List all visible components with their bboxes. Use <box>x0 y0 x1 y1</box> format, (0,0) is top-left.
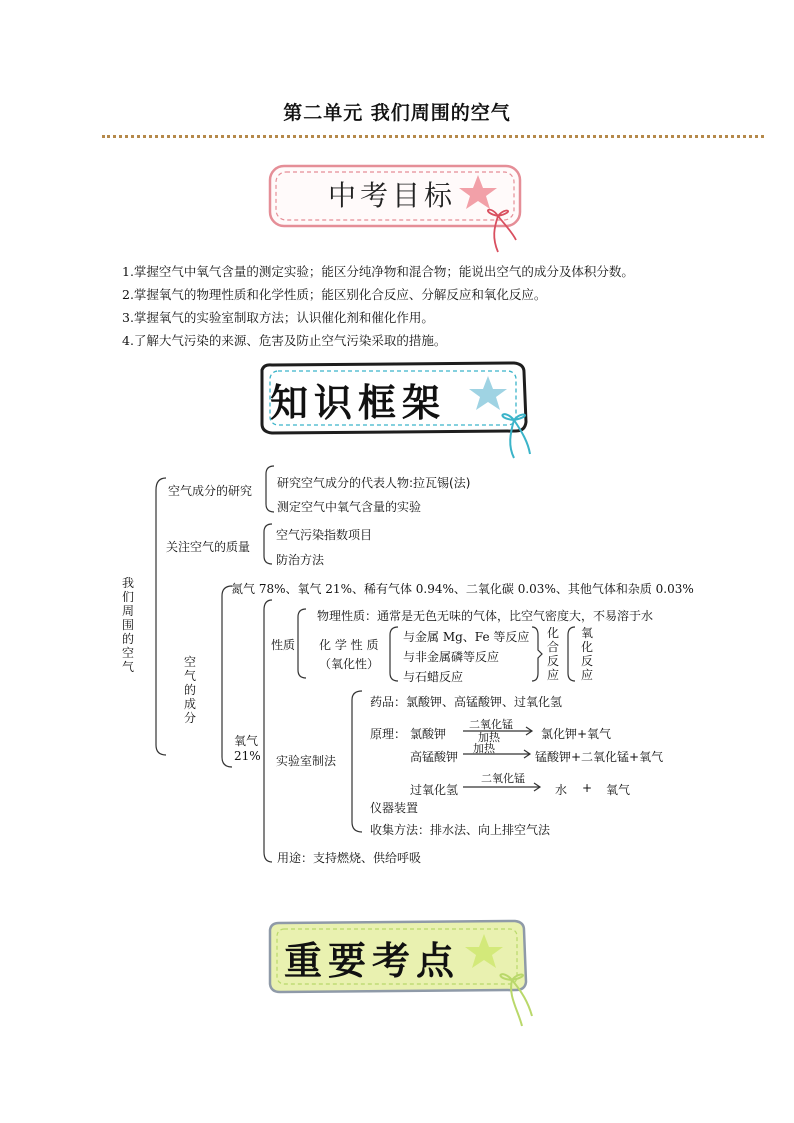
eq1-products: 氯化钾+氧气 <box>541 727 612 741</box>
objective-item: 1.掌握空气中氧气含量的测定实验；能区分纯净物和混合物；能说出空气的成分及体积分数。 <box>122 264 634 279</box>
quality-label: 关注空气的质量 <box>166 540 251 554</box>
objective-item: 2.掌握氧气的物理性质和化学性质；能区别化合反应、分解反应和氧化反应。 <box>122 287 547 302</box>
chemical-properties-sub: （氧化性） <box>319 657 380 671</box>
lab-apparatus: 仪器装置 <box>370 801 419 815</box>
composition-summary: 氮气 78%、氧气 21%、稀有气体 0.94%、二氧化碳 0.03%、其他气体和杂质 0.03% <box>231 582 694 596</box>
combination-reaction-label: 化合反应 <box>546 626 559 682</box>
eq2-products: 锰酸钾+二氧化锰+氧气 <box>535 750 664 764</box>
keypoints-banner-title: 重要考点 <box>284 939 461 983</box>
chemical-properties-label: 化 学 性 质 <box>319 638 379 652</box>
quality-item: 防治方法 <box>276 553 325 567</box>
eq3-catalyst: 二氧化锰 <box>481 772 525 785</box>
lab-principle-label: 原理： <box>370 727 407 741</box>
reaction-item: 与金属 Mg、Fe 等反应 <box>403 630 530 644</box>
properties-label: 性质 <box>271 638 296 652</box>
physical-properties: 物理性质：通常是无色无味的气体，比空气密度大，不易溶于水 <box>317 609 654 623</box>
reaction-item: 与非金属磷等反应 <box>403 650 500 664</box>
study-item: 研究空气成分的代表人物:拉瓦锡(法) <box>277 476 471 490</box>
study-label: 空气成分的研究 <box>168 484 253 498</box>
objectives-banner-title: 中考目标 <box>328 179 457 212</box>
oxidation-reaction-label: 氧化反应 <box>580 626 593 682</box>
page-title: 第二单元 我们周围的空气 <box>283 102 511 124</box>
oxygen-label: 氧气 <box>234 734 259 748</box>
eq3-product-water: 水 <box>555 783 568 797</box>
eq3-product-oxygen: 氧气 <box>606 783 631 797</box>
eq1-reactant: 氯酸钾 <box>410 727 447 741</box>
reaction-item: 与石蜡反应 <box>403 670 464 684</box>
eq1-condition: 加热 <box>478 731 500 744</box>
composition-label: 空气的成分 <box>183 655 196 725</box>
objective-item: 3.掌握氧气的实验室制取方法；认识催化剂和催化作用。 <box>122 310 434 325</box>
quality-item: 空气污染指数项目 <box>276 528 373 542</box>
lab-method-label: 实验室制法 <box>276 754 337 768</box>
eq2-reactant: 高锰酸钾 <box>410 750 459 764</box>
eq1-catalyst: 二氧化锰 <box>469 718 513 731</box>
lab-reagents: 药品：氯酸钾、高锰酸钾、过氧化氢 <box>370 695 563 709</box>
objective-item: 4.了解大气污染的来源、危害及防止空气污染采取的措施。 <box>122 333 447 348</box>
oxygen-uses: 用途：支持燃烧、供给呼吸 <box>277 851 422 865</box>
lab-collection: 收集方法：排水法、向上排空气法 <box>370 823 551 837</box>
eq2-condition: 加热 <box>473 742 495 755</box>
study-item: 测定空气中氧气含量的实验 <box>277 500 422 514</box>
framework-banner-title: 知识框架 <box>270 381 447 425</box>
eq3-reactant: 过氧化氢 <box>410 783 459 797</box>
mindmap-root: 我们周围的空气 <box>121 576 134 674</box>
eq3-plus: + <box>582 781 593 795</box>
keypoints-banner <box>260 916 545 1028</box>
oxygen-percent: 21% <box>234 749 261 763</box>
